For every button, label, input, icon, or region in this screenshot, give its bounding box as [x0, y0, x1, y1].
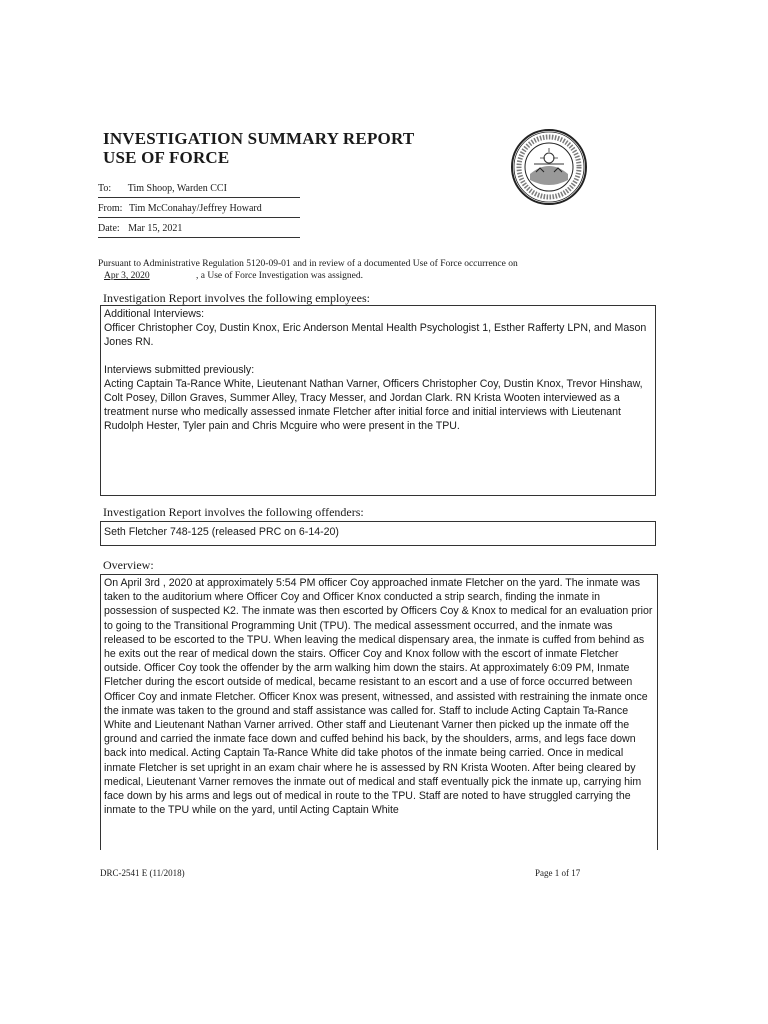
preamble-line1: Pursuant to Administrative Regulation 5120-09-01 and in review of a documented Use of Force occurrence on: [98, 259, 518, 269]
page-number: Page 1 of 17: [535, 868, 581, 878]
offender-entry: Seth Fletcher 748-125 (released PRC on 6-14-20): [104, 526, 339, 538]
previous-interviews-heading: Interviews submitted previously:: [104, 363, 255, 376]
overview-text: On April 3rd , 2020 at approximately 5:54 PM officer Coy approached inmate Fletcher on the yard. The inmate was taken to the auditorium where Officer Coy and Officer Knox conducted a strip search, finding the inmate in possession of suspected K2. The inmate was then escorted by Officers Coy & Knox to medical for an evaluation prior to going to the Transitional Programming Unit (TPU). The medical assessment occurred, and the inmate was released to be escorted to the TPU. When leaving the medical dispensary area, the inmate is cuffed from behind as he exits out the rear of medical down the stairs. Officer Coy and Knox follow with the escort of inmate Fletcher outside. Officer Coy took the offender by the arm walking him down the stairs. At approximately 6:09 PM, Inmate Fletcher during the escort outside of medical, became resistant to an escort and a use of force occurred between Officer Coy and inmate Fletcher. Officer Knox was present, witnessed, and assisted with restraining the inmate once the inmate was taken to the ground and staff assistance was called for. Staff to include Acting Captain Ta-Rance White and Lieutenant Nathan Varner arrived. Other staff and Lieutenant Varner then picked up the inmate off the ground and carried the inmate face down and cuffed behind his back, by the shoulders, arms, and legs face down back into medical. Acting Captain Ta-Rance White did take photos of the inmate being carried. Once in medical inmate Fletcher is set upright in an exam chair where he is assessed by RN Krista Wooten. After being cleared by medical, Lieutenant Varner removes the inmate out of medical and staff eventually pick the inmate up, carrying him face down by his arms and legs out of medical in route to the TPU. Staff are noted to have struggled carrying the inmate to the TPU while on the yard, until Acting Captain White: [104, 577, 653, 817]
employees-section-title: Investigation Report involves the following employees:: [103, 291, 370, 305]
report-title-line2: USE OF FORCE: [103, 148, 230, 167]
report-title-line1: INVESTIGATION SUMMARY REPORT: [103, 129, 415, 148]
form-number: DRC-2541 E (11/2018): [100, 868, 185, 878]
ohio-drc-seal-icon: [510, 128, 588, 206]
occurrence-date: Apr 3, 2020: [104, 271, 150, 281]
from-field: [98, 203, 262, 214]
overview-box: [100, 574, 658, 850]
to-label: To:: [98, 183, 112, 194]
date-rule: [98, 237, 300, 238]
offenders-box: [100, 521, 656, 546]
date-value: Mar 15, 2021: [128, 223, 183, 234]
to-rule: [98, 197, 300, 198]
report-title: [103, 129, 414, 167]
date-label: Date:: [98, 223, 120, 234]
from-label: From:: [98, 203, 123, 214]
to-field: [98, 183, 227, 194]
overview-section-title: Overview:: [103, 558, 154, 572]
additional-interviews-heading: Additional Interviews:: [104, 308, 205, 320]
additional-interviews-text: Officer Christopher Coy, Dustin Knox, Eric Anderson Mental Health Psychologist 1, Esther Rafferty LPN, and Mason Jones RN.: [104, 322, 647, 349]
from-value: Tim McConahay/Jeffrey Howard: [128, 203, 262, 214]
to-value: Tim Shoop, Warden CCI: [127, 183, 227, 194]
employees-box: [100, 305, 656, 496]
from-rule: [98, 217, 300, 218]
preamble: [98, 258, 598, 282]
preamble-line2: [98, 270, 598, 282]
offenders-section-title: Investigation Report involves the following offenders:: [103, 505, 364, 519]
preamble-line2-text: , a Use of Force Investigation was assigned.: [196, 271, 364, 281]
previous-interviews-text: Acting Captain Ta-Rance White, Lieutenant Nathan Varner, Officers Christopher Coy, Dustin Knox, Trevor Hinshaw, Colt Posey, Dillon Graves, Summer Alley, Tracy Messer, and Jordan Clark. RN Krista Wooten interviewed as a treatment nurse who medically assessed inmate Fletcher after initial force and initial interviews with Lieutenant Rudolph Hester, Tyler pain and Chris Mcguire who were present in the TPU.: [104, 377, 643, 433]
date-field: [98, 223, 182, 234]
